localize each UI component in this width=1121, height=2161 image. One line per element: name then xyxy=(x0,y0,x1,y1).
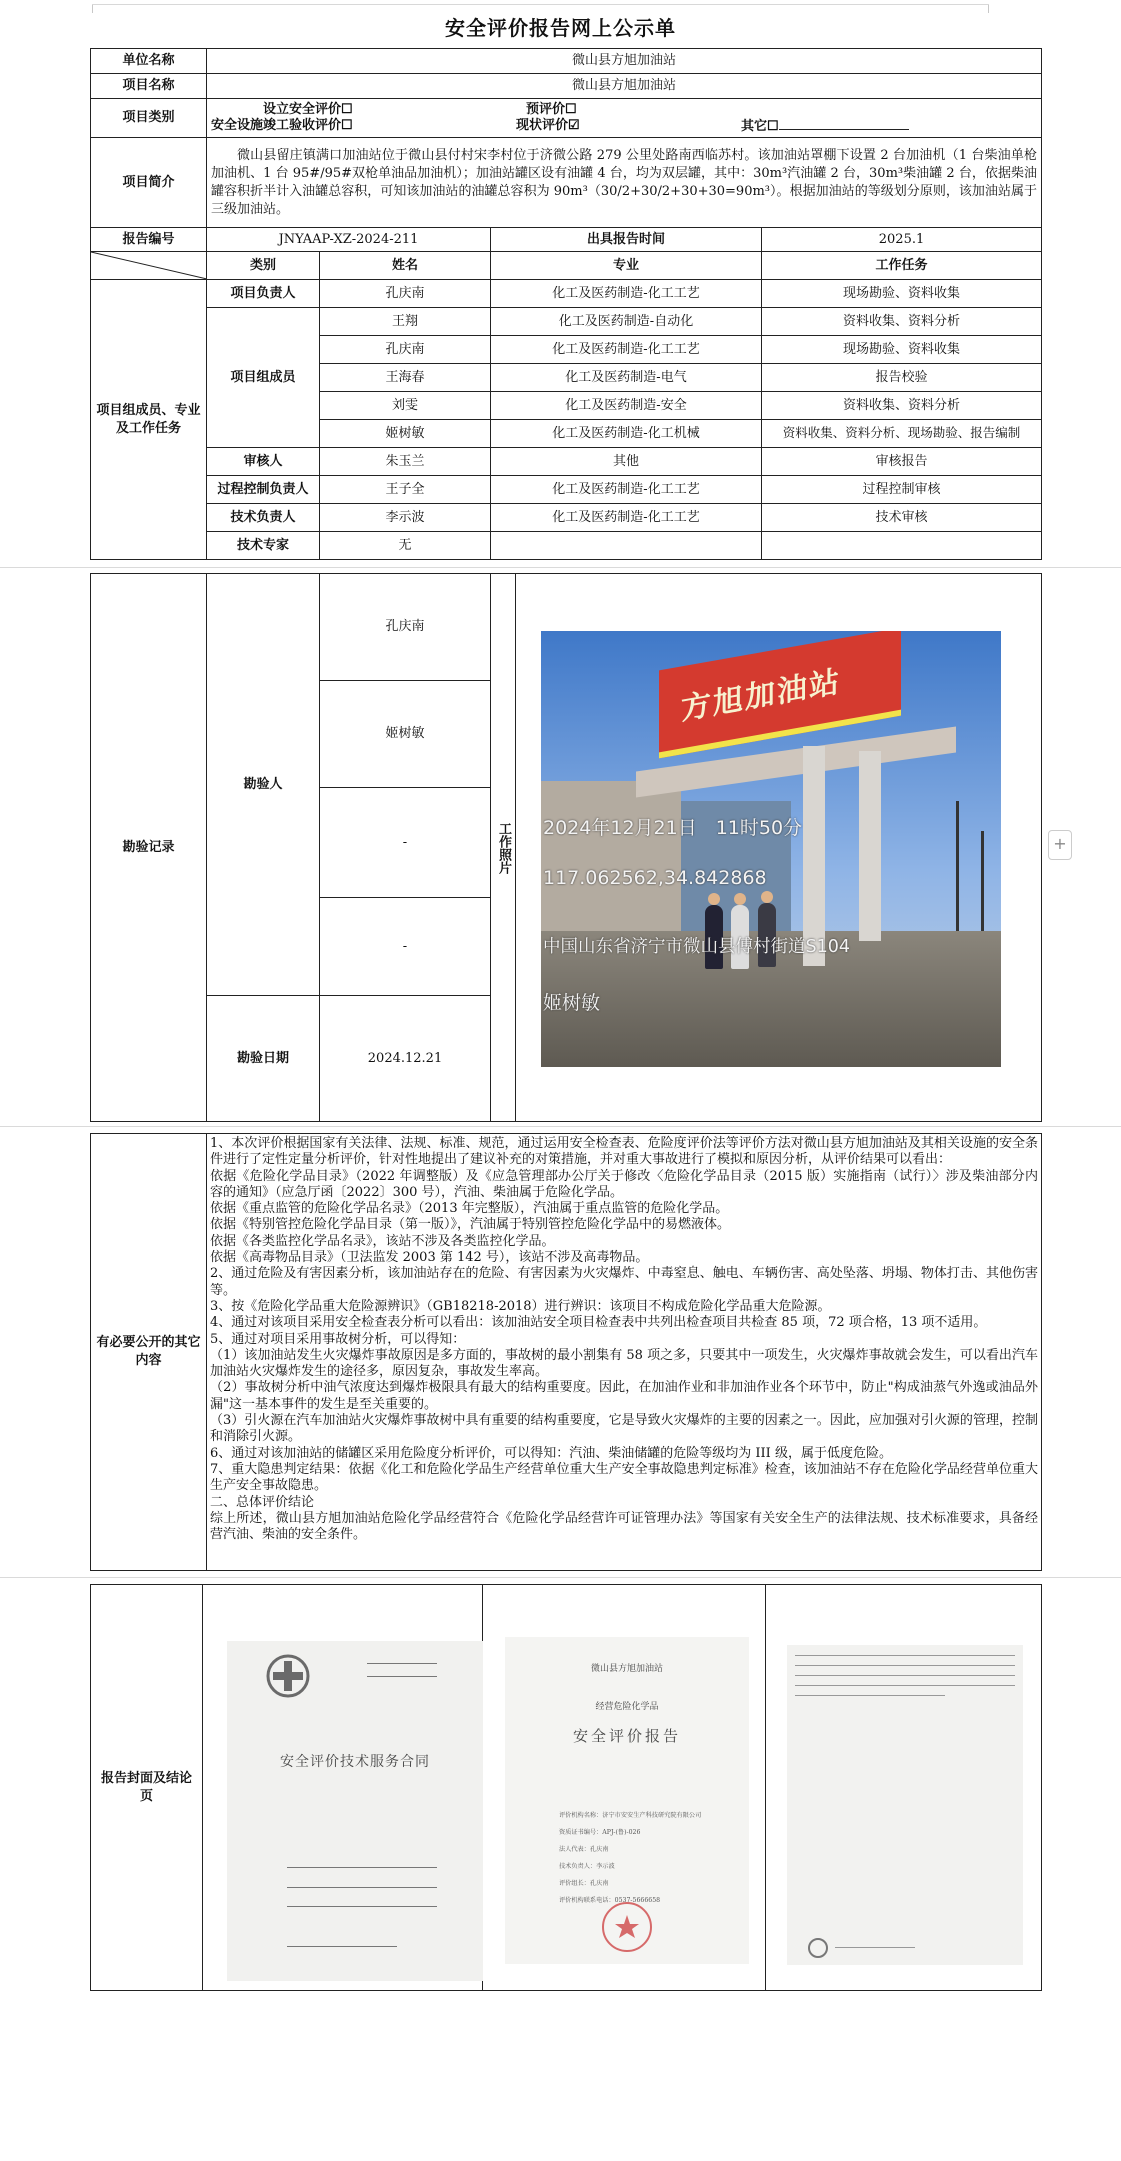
diagonal-line xyxy=(91,252,207,279)
contract-scan xyxy=(227,1641,483,1981)
disclosure-table xyxy=(90,1133,1042,1571)
cover-field: 评价机构联系电话：0537-5666658 xyxy=(559,1897,661,1904)
col-header-task: 工作任务 xyxy=(762,252,1042,280)
disclosure-line: 依据《各类监控化学品名录》，该站不涉及各类监控化学品。 xyxy=(210,1233,555,1249)
member-task: 现场勘验、资料收集 xyxy=(762,336,1042,364)
section-separator xyxy=(0,567,1121,568)
disclosure-line: 1、本次评价根据国家有关法律、法规、标准、规范，通过运用安全检查表、危险度评价法等评价方法对微山县方旭加油站及其相关设施的安全条件进行了定性定量分析评价，针对性地提出了建议补充的对策措施，并对重大事故进行了模拟和原因分析，从评价结果可以看出： xyxy=(210,1136,1038,1168)
checkbox-empty-icon: ☐ xyxy=(341,102,353,117)
section-separator xyxy=(0,1126,1121,1127)
survey-date-label: 勘验日期 xyxy=(207,996,320,1122)
member-category: 项目负责人 xyxy=(207,280,320,308)
survey-label: 勘验记录 xyxy=(91,574,207,1122)
cover-unit: 微山县方旭加油站 xyxy=(590,1664,663,1674)
unit-label: 单位名称 xyxy=(91,49,207,74)
member-category: 技术负责人 xyxy=(207,504,320,532)
member-task: 资料收集、资料分析 xyxy=(762,392,1042,420)
page-top-border xyxy=(92,4,989,5)
member-major: 化工及医药制造-电气 xyxy=(491,364,762,392)
conclusion-page-scan xyxy=(787,1645,1023,1965)
member-major: 其他 xyxy=(491,448,762,476)
member-major: 化工及医药制造-安全 xyxy=(491,392,762,420)
disclosure-line: 依据《危险化学品目录》（2022 年调整版）及《应急管理部办公厅关于修改〈危险化学品目录（2015 版）实施指南（试行）〉涉及柴油部分内容的通知》（应急厅函〔2022〕300 号），汽油、柴油属于危险化学品。 xyxy=(210,1168,1038,1200)
photo-author: 姬树敏 xyxy=(543,992,601,1014)
report-no-label: 报告编号 xyxy=(91,228,207,252)
contract-title: 安全评价技术服务合同 xyxy=(280,1754,430,1770)
report-cover-scan xyxy=(505,1637,749,1964)
member-task: 审核报告 xyxy=(762,448,1042,476)
disclosure-line: 5、通过对项目采用事故树分析，可以得知： xyxy=(210,1331,466,1347)
cover-field: 评价组长：孔庆南 xyxy=(559,1880,609,1887)
inspector-label: 勘验人 xyxy=(207,574,320,996)
canopy-sign: 方旭加油站 xyxy=(659,631,901,758)
member-major: 化工及医药制造-化工工艺 xyxy=(491,280,762,308)
photo-coordinates: 117.062562,34.842868 xyxy=(543,867,767,889)
page-title: 安全评价报告网上公示单 xyxy=(445,16,676,40)
section-separator xyxy=(0,1577,1121,1578)
disclosure-line: 4、通过对该项目采用安全检查表分析可以看出：该加油站安全项目检查表中共列出检查项目共检查 85 项，72 项合格，13 项不适用。 xyxy=(210,1315,987,1331)
intro-label: 项目简介 xyxy=(91,138,207,228)
member-category: 过程控制负责人 xyxy=(207,476,320,504)
disclosure-line: 二、总体评价结论 xyxy=(210,1494,315,1510)
cover-label: 报告封面及结论页 xyxy=(91,1585,203,1991)
survey-date-value: 2024.12.21 xyxy=(320,996,491,1122)
unit-value: 微山县方旭加油站 xyxy=(207,49,1042,74)
member-major: 化工及医药制造-化工工艺 xyxy=(491,476,762,504)
disclosure-line: 3、按《危险化学品重大危险源辨识》（GB18218-2018）进行辨识：该项目不构成危险化学品重大危险源。 xyxy=(210,1298,831,1314)
cover-field: 资质证书编号：APJ-(鲁)-026 xyxy=(559,1829,641,1836)
col-header-category: 类别 xyxy=(207,252,320,280)
disclosure-line: （2）事故树分析中油气浓度达到爆炸极限具有最大的结构重要度。因此，在加油作业和非加油作业各个环节中，防止"构成油蒸气外逸或油品外漏"这一基本事件的发生是至关重要的。 xyxy=(210,1380,1038,1412)
members-side-label: 项目组成员、专业及工作任务 xyxy=(91,280,207,560)
disclosure-line: 2、通过危险及有害因素分析，该加油站存在的危险、有害因素为火灾爆炸、中毒窒息、触电、车辆伤害、高处坠落、坍塌、物体打击、其他伤害等。 xyxy=(210,1266,1038,1298)
option-pre-evaluation: 预评价☐ xyxy=(526,102,577,117)
disclosure-line: （1）该加油站发生火灾爆炸事故原因是多方面的，事故树的最小割集有 58 项之多，只要其中一项发生，火灾爆炸事故就会发生，可以看出汽车加油站火灾爆炸发生的途径多，原因复杂，事故发生率高。 xyxy=(210,1347,1038,1380)
member-major xyxy=(491,532,762,560)
diagonal-header-cell xyxy=(91,252,207,280)
option-status-evaluation: 现状评价☑ xyxy=(516,118,580,133)
col-header-name: 姓名 xyxy=(320,252,491,280)
disclosure-line: 依据《高毒物品目录》（卫法监发 2003 第 142 号），该站不涉及高毒物品。 xyxy=(210,1250,649,1266)
cover-field: 评价机构名称：济宁市安安生产科技研究院有限公司 xyxy=(559,1812,702,1819)
col-header-major: 专业 xyxy=(491,252,762,280)
member-major: 化工及医药制造-化工工艺 xyxy=(491,504,762,532)
disclosure-line: 综上所述，微山县方旭加油站危险化学品经营符合《危险化学品经营许可证管理办法》等国家有关安全生产的法律法规、技术标准要求，具备经营汽油、柴油的安全条件。 xyxy=(210,1510,1038,1543)
cover-field: 法人代表：孔庆南 xyxy=(559,1846,609,1853)
disclosure-line: 依据《特别管控危险化学品目录（第一版）》，汽油属于特别管控危险化学品中的易燃液体。 xyxy=(210,1217,731,1233)
photo-location: 中国山东省济宁市微山县傅村街道S104 xyxy=(543,937,851,957)
disclosure-line: 7、重大隐患判定结果：依据《化工和危险化学品生产经营单位重大生产安全事故隐患判定标准》检查，该加油站不存在危险化学品经营单位重大生产安全事故隐患。 xyxy=(210,1461,1038,1494)
member-task: 技术审核 xyxy=(762,504,1042,532)
option-completion-evaluation: 安全设施竣工验收评价☐ xyxy=(211,118,353,133)
member-category: 审核人 xyxy=(207,448,320,476)
member-name: 王翔 xyxy=(320,308,491,336)
work-photo xyxy=(541,631,1001,1067)
member-name: 孔庆南 xyxy=(320,280,491,308)
member-major: 化工及医药制造-化工工艺 xyxy=(491,336,762,364)
disclosure-line: 依据《重点监管的危险化学品名录》（2013 年完整版），汽油属于重点监管的危险化学品。 xyxy=(210,1201,729,1217)
photo-timestamp: 2024年12月21日 11时50分 xyxy=(543,817,803,839)
project-name-label: 项目名称 xyxy=(91,74,207,99)
logo-icon xyxy=(807,1937,829,1959)
inspector-name: - xyxy=(320,788,491,898)
emblem-icon xyxy=(265,1653,311,1699)
report-time-value: 2025.1 xyxy=(762,228,1042,252)
inspector-name: 孔庆南 xyxy=(320,574,491,681)
member-name: 姬树敏 xyxy=(320,420,491,448)
member-task xyxy=(762,532,1042,560)
member-task: 报告校验 xyxy=(762,364,1042,392)
category-label: 项目类别 xyxy=(91,99,207,138)
member-task: 过程控制审核 xyxy=(762,476,1042,504)
disclosure-label: 有必要公开的其它内容 xyxy=(91,1134,207,1571)
checkbox-checked-icon: ☑ xyxy=(568,118,580,133)
member-category: 技术专家 xyxy=(207,532,320,560)
member-task: 现场勘验、资料收集 xyxy=(762,280,1042,308)
member-name: 孔庆南 xyxy=(320,336,491,364)
member-name: 王海春 xyxy=(320,364,491,392)
checkbox-empty-icon: ☐ xyxy=(341,118,353,133)
category-options xyxy=(207,99,1042,138)
option-setup-evaluation: 设立安全评价☐ xyxy=(263,102,353,117)
member-task: 资料收集、资料分析 xyxy=(762,308,1042,336)
member-name: 刘雯 xyxy=(320,392,491,420)
member-task: 资料收集、资料分析、现场勘验、报告编制 xyxy=(762,420,1042,448)
add-icon[interactable]: + xyxy=(1048,830,1072,860)
member-category: 项目组成员 xyxy=(207,308,320,448)
disclosure-line: （3）引火源在汽车加油站火灾爆炸事故树中具有重要的结构重要度，它是导致火灾爆炸的主要的因素之一。因此，应加强对引火源的管理，控制和消除引火源。 xyxy=(210,1413,1038,1445)
inspector-name: - xyxy=(320,898,491,996)
report-no-value: JNYAAP-XZ-2024-211 xyxy=(207,228,491,252)
report-time-label: 出具报告时间 xyxy=(491,228,762,252)
member-name: 无 xyxy=(320,532,491,560)
cover-fields xyxy=(559,1807,739,1909)
checkbox-empty-icon: ☐ xyxy=(565,102,577,117)
disclosure-line: 6、通过对该加油站的储罐区采用危险度分析评价，可以得知：汽油、柴油储罐的危险等级均为 III 级，属于低度危险。 xyxy=(210,1445,892,1461)
disclosure-content xyxy=(207,1134,1042,1571)
member-name: 李示波 xyxy=(320,504,491,532)
checkbox-empty-icon: ☐ xyxy=(767,119,779,134)
cover-subtitle: 经营危险化学品 xyxy=(595,1702,659,1712)
option-other: 其它☐ xyxy=(741,117,909,136)
member-major: 化工及医药制造-自动化 xyxy=(491,308,762,336)
cover-field: 技术负责人：李示波 xyxy=(559,1863,615,1870)
project-name-value: 微山县方旭加油站 xyxy=(207,74,1042,99)
member-name: 王子全 xyxy=(320,476,491,504)
inspector-name: 姬树敏 xyxy=(320,681,491,788)
photo-label: 工作照片 xyxy=(491,574,516,1122)
intro-text: 微山县留庄镇满口加油站位于微山县付村宋李村位于济微公路 279 公里处路南西临苏村。该加油站罩棚下设置 2 台加油机（1 台柴油单枪加油机、1 台 95#/95#双枪单油品加油机）；加油站罐区设有油罐 4 台，均为双层罐，其中：30m³汽油罐 2 台，30m³柴油罐 2 台，依据柴油罐容积折半计入油罐总容积，可知该加油站的油罐总容积为 90m³（30/2+30/2+30+30=90m³）。根据加油站的等级划分原则，该加油站属于三级加油站。 xyxy=(207,138,1042,228)
info-table xyxy=(90,48,1042,560)
seal-icon xyxy=(599,1899,655,1955)
cover-title: 安全评价报告 xyxy=(572,1727,681,1745)
member-name: 朱玉兰 xyxy=(320,448,491,476)
member-major: 化工及医药制造-化工机械 xyxy=(491,420,762,448)
